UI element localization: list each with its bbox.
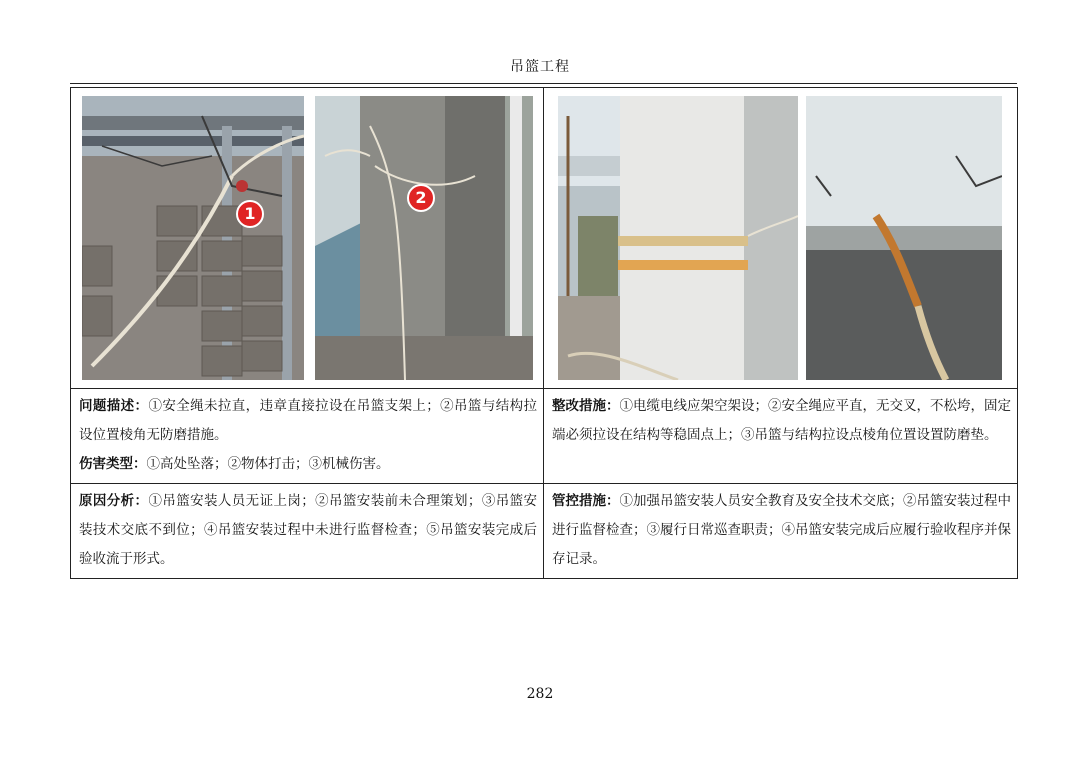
rectify-photo-2	[806, 96, 1002, 380]
hazard-table	[70, 87, 1018, 579]
hazard-label: 伤害类型：	[79, 456, 147, 472]
rectify-label: 整改措施：	[552, 398, 620, 414]
problem-description	[79, 392, 537, 450]
marker-2: 2	[407, 184, 435, 212]
control-label: 管控措施：	[552, 493, 620, 509]
header-divider	[70, 83, 1017, 84]
hazard-text: ①高处坠落；②物体打击；③机械伤害。	[146, 456, 390, 472]
rectify-text: ①电缆电线应架空架设；②安全绳应平直，无交叉，不松垮，固定端必须拉设在结构等稳固点上；③吊篮与结构拉设点棱角位置设置防磨垫。	[552, 398, 1011, 443]
hazard-type	[79, 450, 537, 479]
rectify-photos-cell	[544, 88, 1018, 389]
problem-photo-2	[315, 96, 533, 380]
problem-photos-cell	[71, 88, 544, 389]
control-text: ①加强吊篮安装人员安全教育及安全技术交底；②吊篮安装过程中进行监督检查；③履行日常巡查职责；④吊篮安装完成后应履行验收程序并保存记录。	[552, 493, 1011, 567]
cause-text: ①吊篮安装人员无证上岗；②吊篮安装前未合理策划；③吊篮安装技术交底不到位；④吊篮安装过程中未进行监督检查；⑤吊篮安装完成后验收流于形式。	[79, 493, 537, 567]
problem-hazard-cell	[71, 389, 544, 484]
rectify-cell	[544, 389, 1018, 484]
cause-cell	[71, 484, 544, 579]
page-number: 282	[526, 686, 554, 702]
marker-1: 1	[236, 200, 264, 228]
rectify-photo-1	[558, 96, 798, 380]
problem-photo-1	[82, 96, 304, 380]
control-cell	[544, 484, 1018, 579]
cause-label: 原因分析：	[79, 493, 149, 509]
problem-label: 问题描述：	[79, 398, 149, 414]
problem-text: ①安全绳未拉直，违章直接拉设在吊篮支架上；②吊篮与结构拉设位置棱角无防磨措施。	[79, 398, 537, 443]
page-header-title: 吊篮工程	[510, 59, 570, 75]
